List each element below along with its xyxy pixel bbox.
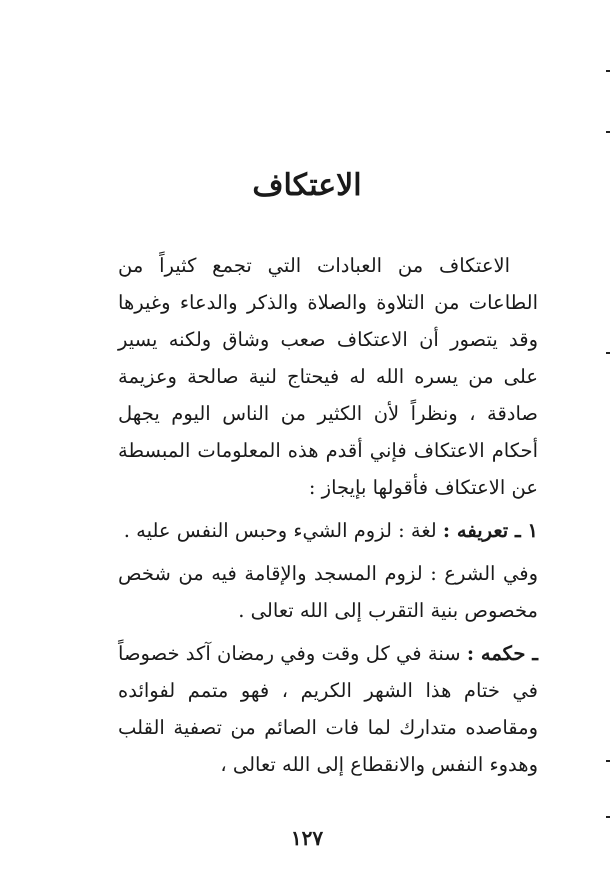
intro-paragraph: الاعتكاف من العبادات التي تجمع كثيراً من الطاعات من التلاوة والصلاة والذكر والدعاء وغيرها وقد يتصور أن الاعتكاف صعب وشاق ولكنه يسير على من يسره الله له فيحتاج لنية صالحة وعزيمة صادقة ، ونظراً لأن الكثير من الناس اليوم يجهل أحكام الاعتكاف فإني أقدم هذه المعلومات المبسطة عن الاعتكاف فأقولها بإيجاز : (118, 254, 538, 499)
page-number: ١٢٧ (290, 826, 324, 850)
margin-mark (606, 70, 610, 72)
page-title: الاعتكاف (252, 168, 362, 203)
definition-text: لغة : لزوم الشيء وحبس النفس عليه . (123, 519, 437, 542)
definition-label: ١ ـ تعريفه : (442, 519, 538, 542)
margin-mark (606, 131, 610, 133)
margin-mark (606, 816, 610, 818)
ruling-paragraph (118, 635, 538, 783)
margin-mark (606, 352, 610, 354)
ruling-text: سنة في كل وقت وفي رمضان آكد خصوصاً في ختام هذا الشهر الكريم ، فهو متمم لفوائده ومقاصده متدارك لما فات الصائم من تصفية القلب وهدوء النفس والانقطاع إلى الله تعالى ، (118, 642, 538, 776)
margin-mark (606, 760, 610, 762)
sharia-paragraph: وفي الشرع : لزوم المسجد والإقامة فيه من شخص مخصوص بنية التقرب إلى الله تعالى . (118, 562, 538, 622)
body-text (118, 247, 538, 797)
ruling-label: ـ حكمه : (466, 642, 538, 665)
definition-paragraph (118, 512, 538, 549)
